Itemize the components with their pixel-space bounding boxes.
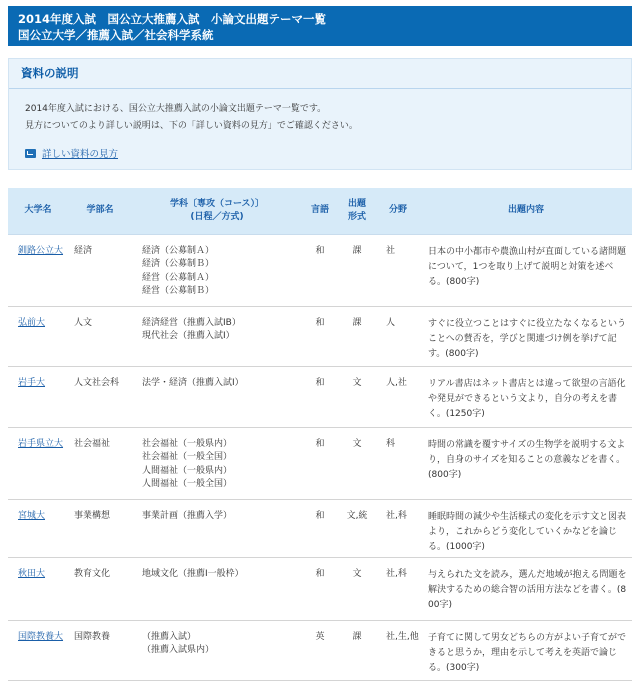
dept-cell bbox=[132, 306, 302, 366]
page-subtitle: 国公立大学／推薦入試／社会科学系統 bbox=[18, 28, 214, 42]
dept-line: 経営（公募制Ｂ） bbox=[142, 286, 215, 296]
header-lang: 言語 bbox=[302, 188, 338, 234]
header-dept-line-1: 学科〔専攻（コース）〕 bbox=[169, 198, 265, 209]
content-cell: すぐに役立つことはすぐに役立たなくなるということへの賛否を，学びと関連づけ例を挙げて記す。(800字) bbox=[420, 306, 632, 366]
content-cell: 睡眠時間の減少や生活様式の変化を示す文と図表より，これからどう変化していくかなどを論じる。(1000字) bbox=[420, 499, 632, 557]
header-dept-line-2: (日程／方式) bbox=[190, 211, 244, 222]
faculty-cell: 社会福祉 bbox=[68, 427, 132, 499]
faculty-cell: 人文 bbox=[68, 306, 132, 366]
detail-guide-link[interactable]: 詳しい資料の見方 bbox=[42, 149, 119, 160]
form-cell: 文 bbox=[338, 366, 376, 427]
content-cell: 子育てに関して男女どちらの方がよい子育てができると思うか，理由を示して考えを英語で論じる。(300字) bbox=[420, 620, 632, 680]
lang-cell: 和 bbox=[302, 234, 338, 306]
dept-line: 人間福祉（一般全国） bbox=[142, 479, 233, 489]
dept-line: 経営（公募制Ａ） bbox=[142, 272, 215, 283]
univ-cell bbox=[8, 306, 68, 366]
form-cell: 文,統 bbox=[338, 499, 376, 557]
lang-cell: 和 bbox=[302, 427, 338, 499]
explanation-line-1: 2014年度入試における、国公立大推薦入試の小論文出題テーマ一覧です。 bbox=[25, 104, 327, 114]
field-cell: 社,科 bbox=[376, 557, 420, 620]
univ-link[interactable]: 秋田大 bbox=[18, 568, 46, 579]
table-row bbox=[8, 499, 632, 557]
table-row bbox=[8, 234, 632, 306]
form-cell: 課 bbox=[338, 234, 376, 306]
faculty-cell: 教育文化 bbox=[68, 557, 132, 620]
dept-line: （推薦入試県内） bbox=[142, 645, 215, 655]
field-cell: 人,社 bbox=[376, 366, 420, 427]
dept-cell bbox=[132, 499, 302, 557]
dept-line: 人間福祉（一般県内） bbox=[142, 465, 233, 476]
explanation-heading: 資料の説明 bbox=[9, 59, 631, 89]
content-cell: リアル書店はネット書店とは違って欲望の言語化や発見ができるという文より，自分の考えを書く。(1250字) bbox=[420, 366, 632, 427]
faculty-cell: 国際教養 bbox=[68, 620, 132, 680]
header-dept bbox=[132, 188, 302, 234]
explanation-body bbox=[9, 89, 631, 135]
form-cell: 文 bbox=[338, 427, 376, 499]
header-content: 出題内容 bbox=[420, 188, 632, 234]
faculty-cell: 人文社会科 bbox=[68, 366, 132, 427]
lang-cell: 和 bbox=[302, 306, 338, 366]
dept-cell bbox=[132, 620, 302, 680]
header-form bbox=[338, 188, 376, 234]
univ-cell bbox=[8, 620, 68, 680]
page-title-bar bbox=[8, 6, 632, 46]
table-row bbox=[8, 427, 632, 499]
dept-line: 社会福祉（一般全国） bbox=[142, 452, 233, 462]
univ-link[interactable]: 宮城大 bbox=[18, 510, 46, 521]
field-cell: 社,生,他 bbox=[376, 620, 420, 680]
dept-line: 地域文化（推薦Ⅰ一般枠） bbox=[142, 568, 244, 579]
detail-link-row[interactable] bbox=[25, 146, 118, 160]
header-form-line-1: 出題 bbox=[347, 198, 366, 209]
dept-line: 経済（公募制Ａ） bbox=[142, 245, 215, 256]
table-row bbox=[8, 306, 632, 366]
content-cell: 与えられた文を読み，選んだ地域が抱える問題を解決するための総合智の活用方法などを書く。(800字) bbox=[420, 557, 632, 620]
dept-cell bbox=[132, 557, 302, 620]
field-cell: 社 bbox=[376, 234, 420, 306]
faculty-cell: 経済 bbox=[68, 234, 132, 306]
univ-link[interactable]: 岩手県立大 bbox=[18, 438, 64, 449]
lang-cell: 英 bbox=[302, 620, 338, 680]
header-form-line-2: 形式 bbox=[347, 211, 366, 222]
table-row bbox=[8, 366, 632, 427]
table-row bbox=[8, 557, 632, 620]
lang-cell: 和 bbox=[302, 557, 338, 620]
lang-cell: 和 bbox=[302, 499, 338, 557]
comment-icon bbox=[25, 149, 36, 158]
lang-cell: 和 bbox=[302, 366, 338, 427]
field-cell: 科 bbox=[376, 427, 420, 499]
dept-line: 事業計画（推薦入学） bbox=[142, 510, 233, 521]
univ-cell bbox=[8, 557, 68, 620]
univ-cell bbox=[8, 234, 68, 306]
content-cell: 時間の常識を覆すサイズの生物学を説明する文より，自身のサイズを知ることの意義などを書く。(800字) bbox=[420, 427, 632, 499]
dept-line: 法学・経済（推薦入試Ⅰ） bbox=[142, 377, 244, 388]
explanation-line-2: 見方についてのより詳しい説明は、下の「詳しい資料の見方」でご確認ください。 bbox=[25, 121, 358, 131]
header-faculty: 学部名 bbox=[68, 188, 132, 234]
dept-line: 経済経営（推薦入試ⅠB） bbox=[142, 317, 241, 328]
content-cell: 日本の中小都市や農漁山村が直面している諸問題について，1つを取り上げて説明と対策を述べる。(800字) bbox=[420, 234, 632, 306]
faculty-cell: 事業構想 bbox=[68, 499, 132, 557]
univ-link[interactable]: 釧路公立大 bbox=[18, 245, 64, 256]
explanation-panel bbox=[8, 58, 632, 170]
dept-line: 社会福祉（一般県内） bbox=[142, 438, 233, 449]
univ-link[interactable]: 岩手大 bbox=[18, 377, 46, 388]
header-field: 分野 bbox=[376, 188, 420, 234]
univ-cell bbox=[8, 366, 68, 427]
field-cell: 人 bbox=[376, 306, 420, 366]
header-univ: 大学名 bbox=[8, 188, 68, 234]
dept-cell bbox=[132, 427, 302, 499]
dept-cell bbox=[132, 366, 302, 427]
page-title: 2014年度入試 国公立大推薦入試 小論文出題テーマ一覧 bbox=[18, 12, 327, 26]
dept-line: 経済（公募制Ｂ） bbox=[142, 259, 215, 269]
form-cell: 課 bbox=[338, 620, 376, 680]
table-header-row bbox=[8, 188, 632, 234]
form-cell: 文 bbox=[338, 557, 376, 620]
form-cell: 課 bbox=[338, 306, 376, 366]
field-cell: 社,科 bbox=[376, 499, 420, 557]
dept-cell bbox=[132, 234, 302, 306]
univ-link[interactable]: 弘前大 bbox=[18, 317, 46, 328]
univ-link[interactable]: 国際教養大 bbox=[18, 631, 64, 642]
dept-line: （推薦入試） bbox=[142, 631, 197, 642]
dept-line: 現代社会（推薦入試Ⅰ） bbox=[142, 331, 235, 341]
univ-cell bbox=[8, 499, 68, 557]
univ-cell bbox=[8, 427, 68, 499]
table-row bbox=[8, 620, 632, 680]
theme-table bbox=[8, 188, 632, 681]
